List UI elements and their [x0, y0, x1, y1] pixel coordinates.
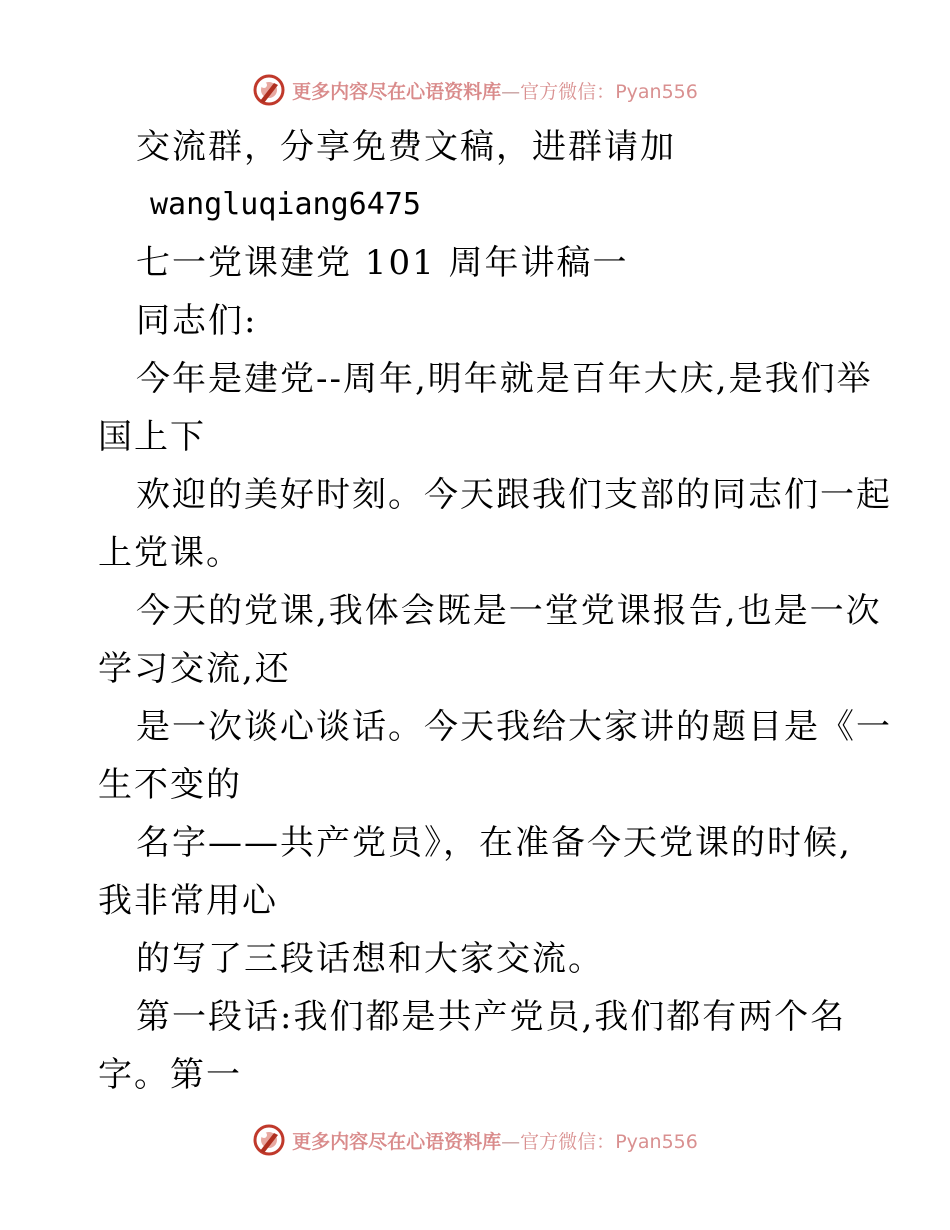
footer-watermark-main: 更多内容尽在心语资料库	[292, 1130, 502, 1153]
footer-wechat-id: Pyan556	[615, 1130, 698, 1153]
body-line: 学习交流,还	[98, 649, 291, 689]
footer-separator: —	[501, 1130, 521, 1153]
body-line: 同志们:	[136, 301, 258, 341]
body-line: 欢迎的美好时刻。今天跟我们支部的同志们一起	[136, 475, 892, 515]
body-line: 的写了三段话想和大家交流。	[136, 939, 604, 979]
pen-nib-logo-icon	[252, 73, 286, 107]
header-watermark-text	[292, 77, 698, 104]
body-line: 今天的党课,我体会既是一堂党课报告,也是一次	[136, 591, 882, 631]
body-line: 我非常用心	[98, 881, 278, 921]
header-wechat-id: Pyan556	[615, 80, 698, 103]
body-line: 今年是建党--周年,明年就是百年大庆,是我们举	[136, 359, 873, 399]
body-line: 是一次谈心谈话。今天我给大家讲的题目是《一	[136, 707, 892, 747]
body-line: 生不变的	[98, 765, 242, 805]
body-line: wangluqiang6475	[150, 187, 421, 222]
body-line: 国上下	[98, 417, 206, 457]
header-watermark	[0, 70, 950, 110]
body-line: 上党课。	[98, 533, 242, 573]
document-title: 七一党课建党 101 周年讲稿一	[136, 243, 629, 283]
body-line: 第一段话:我们都是共产党员,我们都有两个名	[136, 997, 847, 1037]
header-wechat-label: 官方微信：	[520, 80, 616, 103]
pen-nib-logo-icon	[252, 1123, 286, 1157]
footer-watermark-text	[292, 1127, 698, 1154]
footer-watermark	[0, 1120, 950, 1160]
document-body	[0, 118, 950, 1104]
body-line: 交流群，分享免费文稿，进群请加	[136, 127, 676, 167]
header-separator: —	[501, 80, 521, 103]
body-line: 名字——共产党员》，在准备今天党课的时候,	[136, 823, 852, 863]
body-line: 字。第一	[98, 1055, 242, 1095]
footer-wechat-label: 官方微信：	[520, 1130, 616, 1153]
header-watermark-main: 更多内容尽在心语资料库	[292, 80, 502, 103]
